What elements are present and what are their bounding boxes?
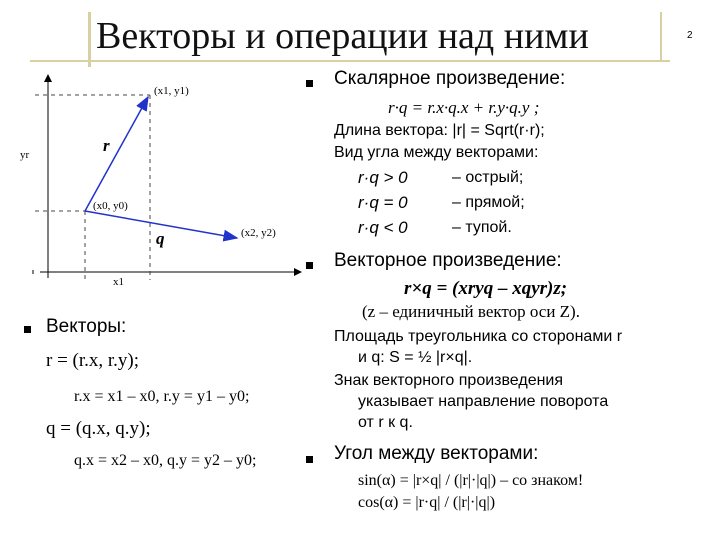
- vector-q-label: q: [156, 229, 165, 248]
- case-expr-2: r·q < 0: [358, 218, 408, 237]
- z-note: (z – единичный вектор оси Z).: [362, 302, 580, 321]
- area-line-1: Площадь треугольника со сторонами r: [334, 328, 623, 345]
- r-definition: r = (r.x, r.y);: [46, 350, 140, 371]
- vector-formula: r×q = (xryq – xqyr)z;: [404, 278, 568, 299]
- q-components: q.x = x2 – x0, q.y = y2 – y0;: [74, 452, 257, 469]
- sin-line: sin(α) = |r×q| / (|r|·|q|) – со знаком!: [358, 472, 584, 489]
- r-components: r.x = x1 – x0, r.y = y1 – y0;: [74, 388, 250, 405]
- vectors-heading: Векторы:: [46, 316, 127, 337]
- axis-label-yr: yr: [20, 149, 30, 161]
- length-line: Длина вектора: |r| = Sqrt(r·r);: [334, 122, 545, 139]
- bullet-vectors: [24, 326, 31, 333]
- case-desc-1: – прямой;: [452, 194, 525, 211]
- bullet-angle: [306, 456, 313, 463]
- sign-line-3: от r к q.: [358, 414, 413, 431]
- sign-line-2: указывает направление поворота: [358, 393, 609, 410]
- sign-line-1: Знак векторного произведения: [334, 372, 564, 389]
- case-desc-0: – острый;: [452, 169, 524, 186]
- angle-type-heading: Вид угла между векторами:: [334, 144, 539, 161]
- slide-title: Векторы и операции над ними: [96, 15, 589, 57]
- axis-label-x1: x1: [113, 276, 124, 288]
- vector-product-heading: Векторное произведение:: [334, 250, 562, 271]
- case-expr-1: r·q = 0: [358, 193, 408, 212]
- area-line-2: и q: S = ½ |r×q|.: [358, 349, 473, 366]
- point-label-1: (x1, y1): [154, 85, 189, 97]
- slide-number: 2: [687, 30, 693, 41]
- point-label-2: (x2, y2): [241, 227, 276, 239]
- case-desc-2: – тупой.: [452, 219, 512, 236]
- scalar-formula: r·q = r.x·q.x + r.y·q.y ;: [388, 98, 540, 117]
- cos-line: cos(α) = |r·q| / (|r|·|q|): [358, 494, 496, 511]
- vector-r: [85, 97, 148, 211]
- angle-heading: Угол между векторами:: [334, 443, 539, 464]
- vector-r-label: r: [103, 136, 110, 155]
- bullet-scalar: [306, 80, 313, 87]
- q-definition: q = (q.x, q.y);: [46, 418, 151, 439]
- bullet-vector-product: [306, 262, 313, 269]
- point-label-0: (x0, y0): [93, 200, 128, 212]
- case-expr-0: r·q > 0: [358, 168, 408, 187]
- scalar-heading: Скалярное произведение:: [334, 68, 566, 89]
